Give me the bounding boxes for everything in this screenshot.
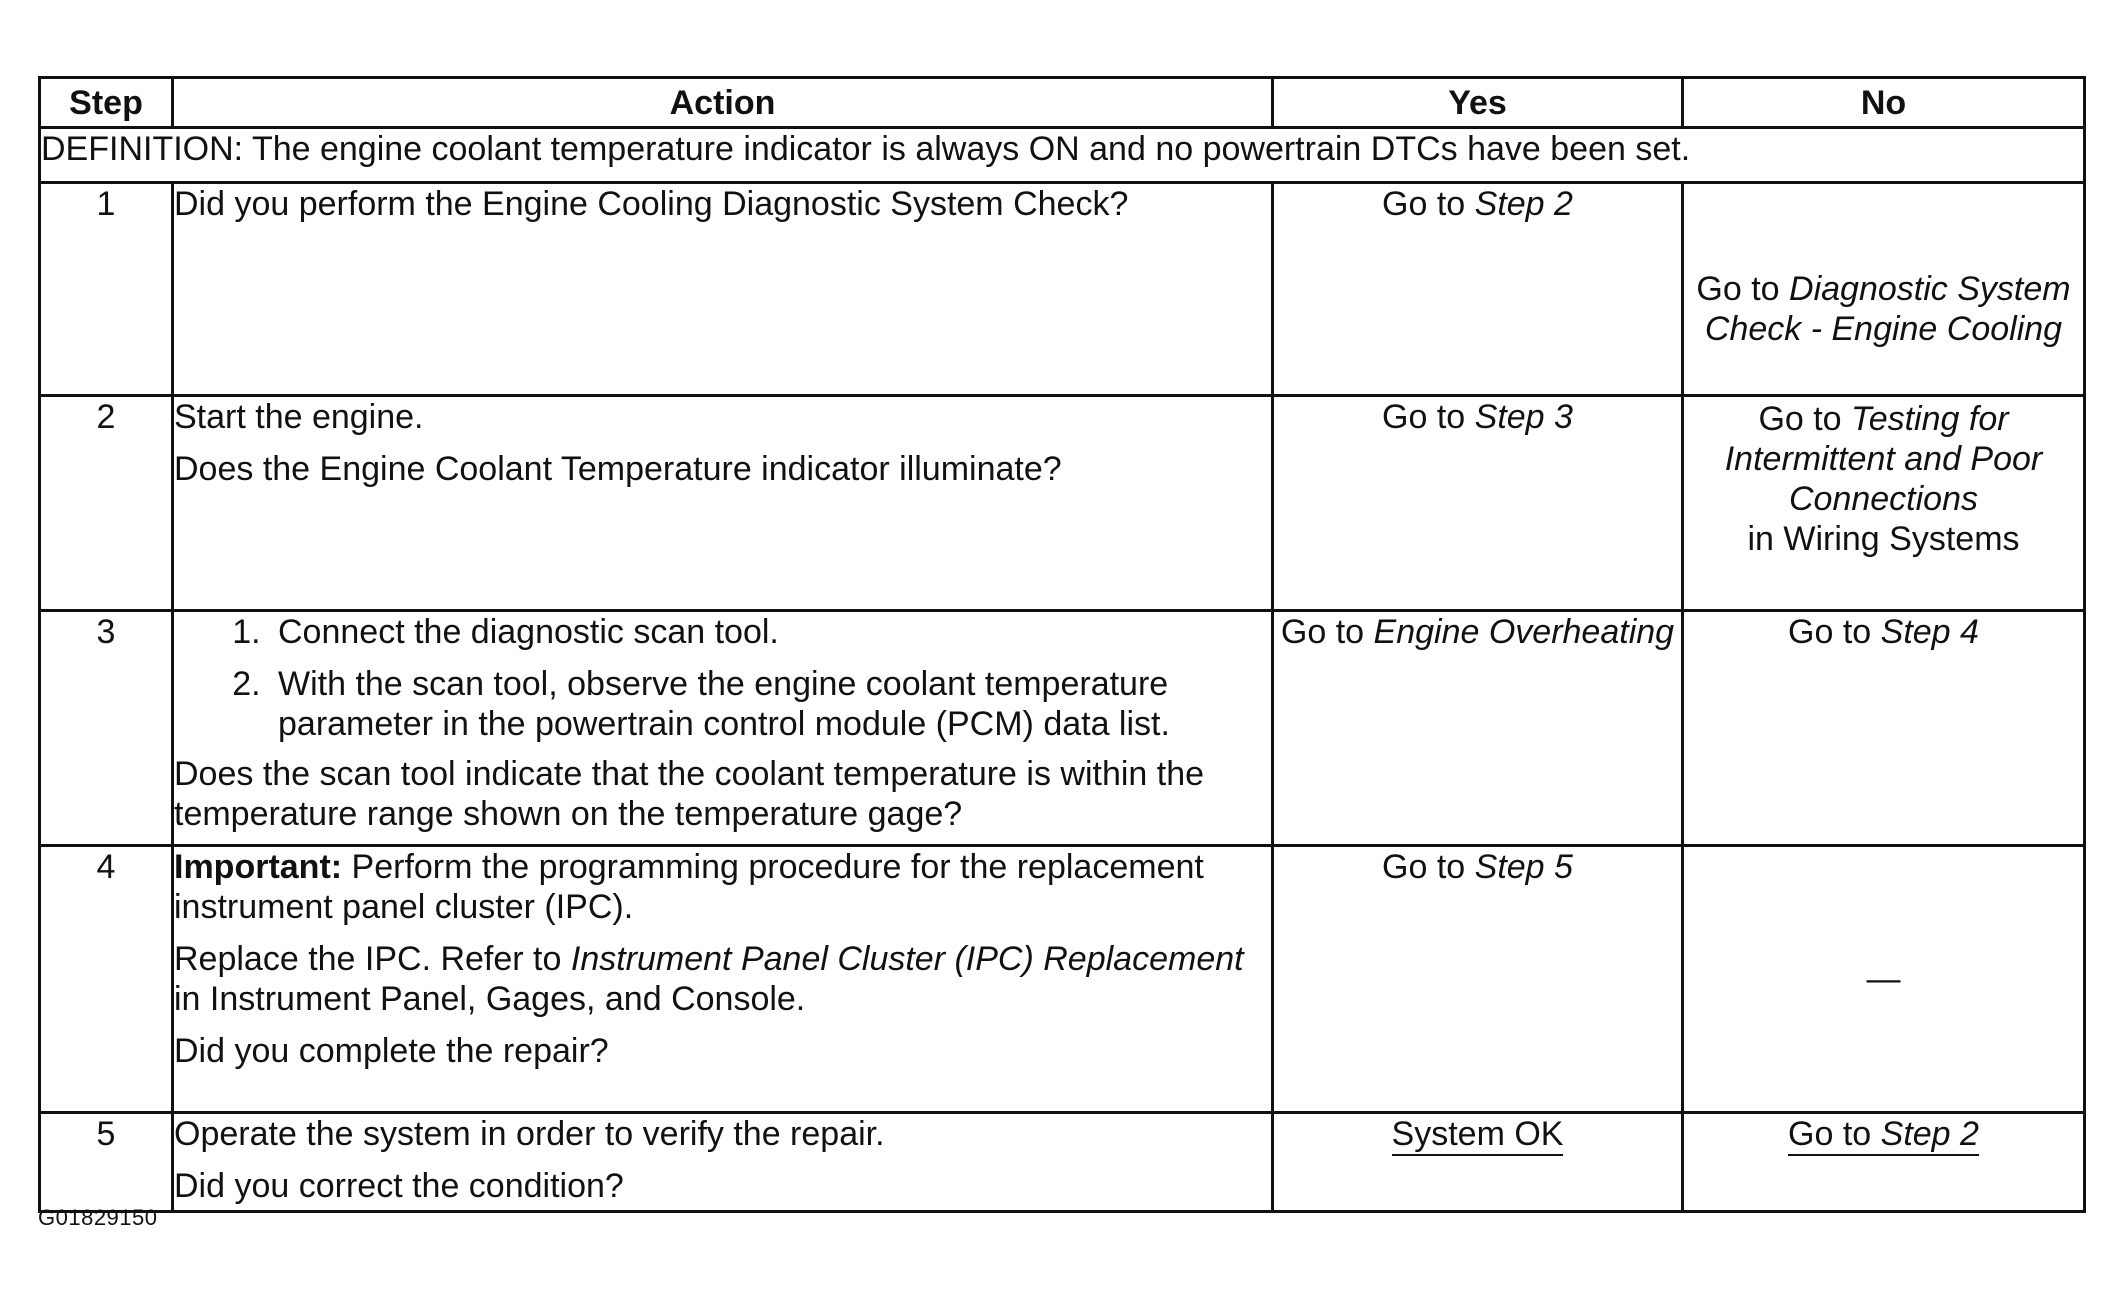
no-result [1788, 1114, 1979, 1156]
no-prefix: Go to [1788, 613, 1881, 651]
figure-id: G01829150 [38, 1205, 158, 1230]
no-reference-link[interactable]: Testing for Intermittent and Poor Connections [1724, 400, 2043, 518]
no-cell [1683, 396, 2085, 611]
no-dash: — [1866, 960, 1901, 998]
yes-step-link[interactable]: Step 2 [1474, 185, 1573, 223]
replace-suffix: in Instrument Panel, Gages, and Console. [174, 980, 806, 1018]
no-prefix: Go to [1788, 1115, 1881, 1153]
action-cell [173, 1113, 1273, 1212]
header-step: Step [40, 78, 173, 128]
action-cell [173, 183, 1273, 396]
no-cell [1683, 611, 2085, 846]
header-row [40, 78, 2085, 128]
important-note [174, 847, 1271, 927]
yes-prefix: Go to [1382, 848, 1475, 886]
no-suffix: in Wiring Systems [1747, 520, 2020, 558]
no-prefix: Go to [1758, 400, 1852, 438]
yes-cell [1273, 846, 1683, 1113]
action-cell [173, 846, 1273, 1113]
yes-prefix: Go to [1280, 613, 1374, 651]
important-label: Important: [174, 848, 343, 886]
definition-text: DEFINITION: The engine coolant temperature indicator is always ON and no powertrain DTCs have been set. [40, 128, 2085, 183]
table-row [40, 846, 2085, 1113]
important-text: Perform the programming procedure for the replacement instrument panel cluster (IPC). [174, 848, 1204, 926]
action-list [174, 612, 1271, 744]
step-number: 4 [40, 846, 173, 1113]
no-step-link[interactable]: Step 2 [1880, 1115, 1979, 1153]
action-cell [173, 396, 1273, 611]
yes-reference-link[interactable]: Engine Overheating [1373, 613, 1675, 651]
yes-prefix: Go to [1382, 398, 1475, 436]
step-number: 2 [40, 396, 173, 611]
yes-cell [1273, 183, 1683, 396]
action-question: Does the scan tool indicate that the coolant temperature is within the temperature range shown on the temperature gage? [174, 755, 1205, 833]
replace-instruction [174, 939, 1271, 1019]
step-number: 5 [40, 1113, 173, 1212]
no-step-link[interactable]: Step 4 [1880, 613, 1979, 651]
yes-cell [1273, 396, 1683, 611]
yes-cell [1273, 611, 1683, 846]
action-question: Does the Engine Coolant Temperature indicator illuminate? [174, 450, 1062, 488]
no-prefix: Go to [1696, 270, 1790, 308]
table-row [40, 1113, 2085, 1212]
action-text: Start the engine. [174, 398, 424, 436]
step-number: 3 [40, 611, 173, 846]
table-row [40, 396, 2085, 611]
no-cell [1683, 1113, 2085, 1212]
action-cell [173, 611, 1273, 846]
header-yes: Yes [1273, 78, 1683, 128]
yes-prefix: Go to [1382, 185, 1475, 223]
yes-cell [1273, 1113, 1683, 1212]
no-reference-link[interactable]: Diagnostic System Check - Engine Cooling [1704, 270, 2071, 348]
diagnostic-table [38, 76, 2086, 1213]
step-number: 1 [40, 183, 173, 396]
yes-result: System OK [1392, 1114, 1564, 1156]
replace-reference-link[interactable]: Instrument Panel Cluster (IPC) Replacement [570, 940, 1244, 978]
action-text: Operate the system in order to verify the repair. [174, 1115, 885, 1153]
table-row [40, 611, 2085, 846]
action-question: Did you complete the repair? [174, 1032, 609, 1070]
action-text: Did you perform the Engine Cooling Diagnostic System Check? [174, 185, 1129, 223]
list-item: 2. With the scan tool, observe the engine coolant temperature parameter in the powertrain control module (PCM) data list. [270, 664, 1271, 744]
yes-step-link[interactable]: Step 5 [1474, 848, 1573, 886]
definition-row [40, 128, 2085, 183]
no-cell [1683, 183, 2085, 396]
action-question: Did you correct the condition? [174, 1167, 624, 1205]
header-action: Action [173, 78, 1273, 128]
header-no: No [1683, 78, 2085, 128]
yes-step-link[interactable]: Step 3 [1474, 398, 1573, 436]
list-item: 1. Connect the diagnostic scan tool. [270, 612, 1271, 652]
no-cell [1683, 846, 2085, 1113]
diagnostic-table-sheet [38, 76, 2086, 1213]
replace-prefix: Replace the IPC. Refer to [174, 940, 571, 978]
table-row [40, 183, 2085, 396]
